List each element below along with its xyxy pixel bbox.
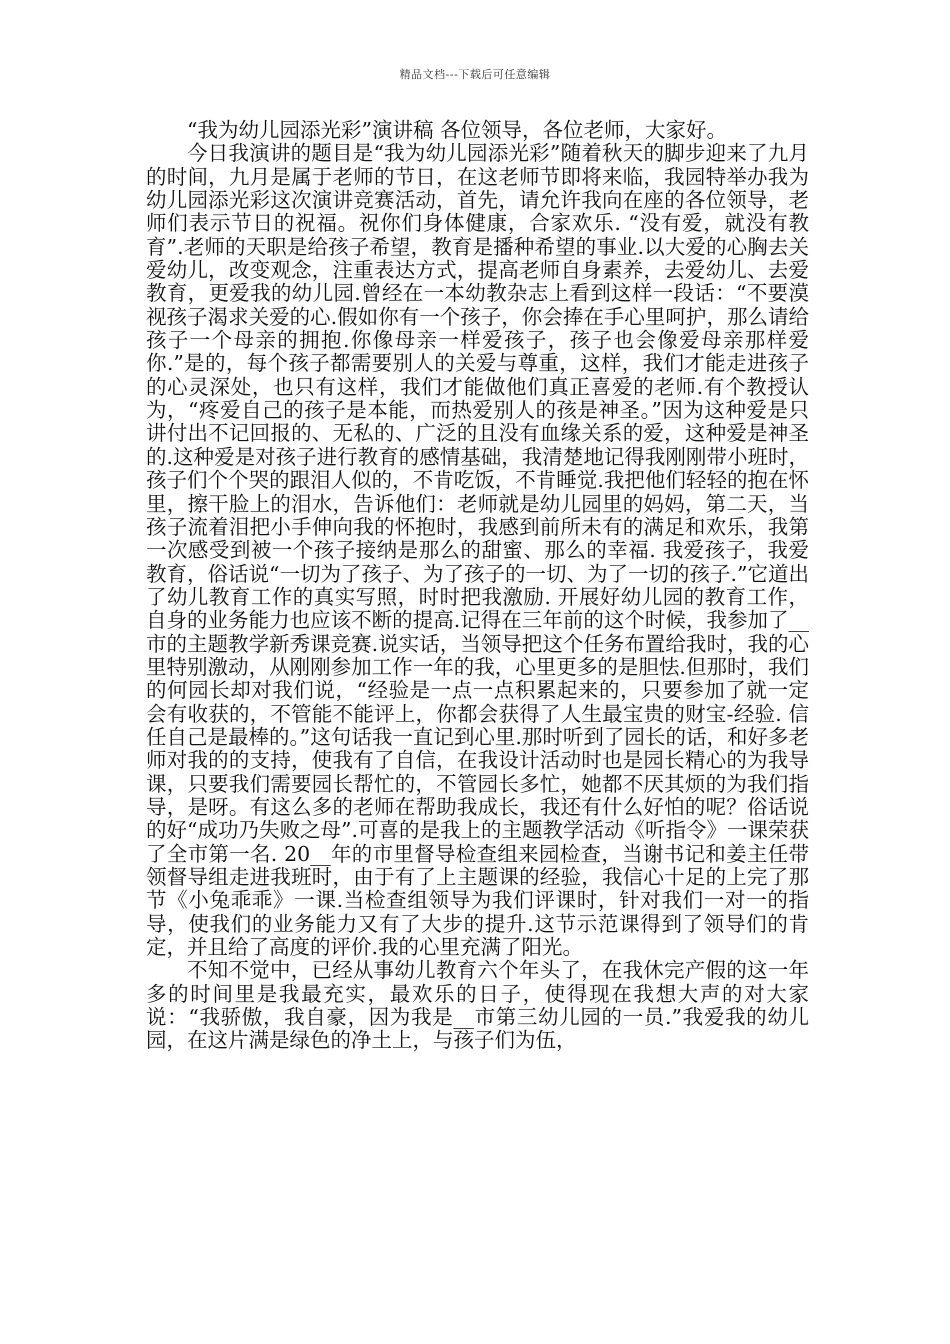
page-header: 精品文档---下载后可任意编辑 <box>399 68 551 81</box>
title-paragraph: “我为幼儿园添光彩”演讲稿 各位领导，各位老师，大家好。 <box>187 118 727 142</box>
document-body <box>146 119 809 1053</box>
body-paragraph: 不知不觉中，已经从事幼儿教育六个年头了，在我休完产假的这一年多的时间里是我最充实，最欢乐的日子，使得现在我想大声的对大家说：“我骄傲，我自豪，因为我是__市第三幼儿园的一员.”我爱我的幼儿园，在这片满是绿色的净土上，与孩子们为伍， <box>146 958 809 1053</box>
body-paragraph: 今日我演讲的题目是“我为幼儿园添光彩”随着秋天的脚步迎来了九月的时间，九月是属于老师的节日，在这老师节即将来临，我园特举办我为幼儿园添光彩这次演讲竞赛活动，首先，请允许我向在座的各位领导，老师们表示节日的祝福。祝你们身体健康，合家欢乐. “没有爱，就没有教育”.老师的天职是给孩子希望，教育是播种希望的事业.以大爱的心胸去关爱幼儿，改变观念，注重表达方式，提高老师自身素养，去爱幼儿、去爱教育，更爱我的幼儿园.曾经在一本幼教杂志上看到这样一段话：“不要漠视孩子渴求关爱的心.假如你有一个孩子，你会捧在手心里呵护，那么请给孩子一个母亲的拥抱.你像母亲一样爱孩子，孩子也会像爱母亲那样爱你.”是的，每个孩子都需要别人的关爱与尊重，这样，我们才能走进孩子的心灵深处，也只有这样，我们才能做他们真正喜爱的老师.有个教授认为，“疼爱自己的孩子是本能，而热爱别人的孩是神圣。”因为这种爱是只讲付出不记回报的、无私的、广泛的且没有血缘关系的爱，这种爱是神圣的.这种爱是对孩子进行教育的感情基础，我清楚地记得我刚刚带小班时，孩子们个个哭的跟泪人似的，不肯吃饭，不肯睡觉.我把他们轻轻的抱在怀里，擦干脸上的泪水，告诉他们：老师就是幼儿园里的妈妈，第二天，当孩子流着泪把小手伸向我的怀抱时，我感到前所未有的满足和欢乐，我第一次感受到被一个孩子接纳是那么的甜蜜、那么的幸福. 我爱孩子，我爱教育，俗话说“一切为了孩子、为了孩子的一切、为了一切的孩子.”它道出了幼儿教育工作的真实写照，时时把我激励. 开展好幼儿园的教育工作，自身的业务能力也应该不断的提高.记得在三年前的这个时候，我参加了__市的主题教学新秀课竞赛.说实话，当领导把这个任务布置给我时，我的心里特别激动，从刚刚参加工作一年的我，心里更多的是胆怯.但那时，我们的何园长却对我们说，“经验是一点一点积累起来的，只要参加了就一定会有收获的，不管能不能评上，你都会获得了人生最宝贵的财宝-经验. 信任自己是最棒的。”这句话我一直记到心里.那时听到了园长的话，和好多老师对我的的支持，使我有了自信，在我设计活动时也是园长精心的为我导课，只要我们需要园长帮忙的，不管园长多忙，她都不厌其烦的为我们指导，是呀。有这么多的老师在帮助我成长，我还有什么好怕的呢？俗话说的好“成功乃失败之母”.可喜的是我上的主题教学活动《听指令》一课荣获了全市第一名. 20__年的市里督导检查组来园检查，当谢书记和姜主任带领督导组走进我班时，由于有了上主题课的经验，我信心十足的上完了那节《小兔乖乖》一课.当检查组领导为我们评课时，针对我们一对一的指导，使我们的业务能力又有了大步的提升.这节示范课得到了领导们的肯定，并且给了高度的评价.我的心里充满了阳光。 <box>146 141 809 960</box>
